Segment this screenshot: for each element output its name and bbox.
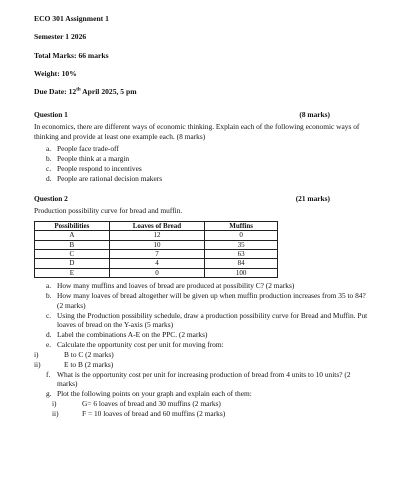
- table-header-cell: Possibilities: [35, 221, 110, 230]
- table-row: [35, 268, 278, 277]
- table-row: [35, 249, 278, 258]
- table-cell: 63: [205, 249, 278, 258]
- table-cell: 12: [109, 231, 205, 240]
- table-header-row: [35, 221, 278, 230]
- table-cell: 84: [205, 259, 278, 268]
- question-1-title: Question 1: [34, 109, 68, 119]
- table-cell: A: [35, 231, 110, 240]
- list-marker: a.: [46, 281, 52, 291]
- list-text: Label the combinations A-E on the PPC. (2 marks): [57, 329, 208, 339]
- table-cell: 100: [205, 268, 278, 277]
- table-cell: 4: [109, 259, 205, 268]
- question-1-list: [46, 144, 372, 183]
- list-text: G= 6 loaves of bread and 30 muffins (2 marks): [82, 399, 221, 409]
- table-cell: 35: [205, 240, 278, 249]
- list-marker: d.: [46, 174, 52, 184]
- list-text: People are rational decision makers: [57, 174, 163, 184]
- question-2-list: [34, 281, 372, 419]
- list-marker: g.: [46, 389, 52, 399]
- question-2-text: Production possibility curve for bread and muffin.: [34, 206, 183, 216]
- list-item: [46, 154, 372, 163]
- question-1-text: In economics, there are different ways of economic thinking. Explain each of the following economic ways of thinking and provide at least one example each. (8 marks): [34, 122, 360, 141]
- table-cell: B: [35, 240, 110, 249]
- list-text: B to C (2 marks): [64, 349, 114, 359]
- due-date-prefix: Due Date: 12: [34, 87, 77, 97]
- list-item: [46, 311, 372, 330]
- table-row: [35, 259, 278, 268]
- table-header-cell: Muffins: [205, 221, 278, 230]
- list-item: [46, 330, 372, 339]
- production-possibility-table: [34, 221, 278, 278]
- total-marks: Total Marks: 66 marks: [34, 50, 109, 60]
- list-text: E to B (2 marks): [64, 359, 114, 369]
- table-row: [35, 240, 278, 249]
- table-row: [35, 231, 278, 240]
- due-date-suffix-sup: th: [76, 87, 81, 93]
- weight: Weight: 10%: [34, 68, 77, 78]
- list-item: [46, 164, 372, 173]
- list-item: [46, 370, 372, 389]
- list-marker: b.: [46, 154, 52, 164]
- list-text: What is the opportunity cost per unit for increasing production of bread from 4 units to 10 units? (2 marks): [57, 369, 351, 389]
- table-cell: 10: [109, 240, 205, 249]
- list-text: People respond to incentives: [57, 164, 142, 174]
- table-cell: 0: [109, 268, 205, 277]
- question-1-marks: (8 marks): [299, 109, 330, 119]
- list-text: People face trade-off: [57, 144, 119, 154]
- list-item: [46, 174, 372, 183]
- table-cell: E: [35, 268, 110, 277]
- list-marker: b.: [46, 291, 52, 301]
- list-text: People think at a margin: [57, 154, 130, 164]
- list-marker: a.: [46, 144, 52, 154]
- list-item: [46, 340, 372, 349]
- question-2-marks: (21 marks): [295, 193, 330, 203]
- list-text: How many muffins and loaves of bread are produced at possibility C? (2 marks): [57, 281, 295, 291]
- table-cell: D: [35, 259, 110, 268]
- list-item: [46, 291, 372, 310]
- list-marker: ii): [52, 409, 59, 419]
- list-item: [46, 144, 372, 153]
- semester: Semester 1 2026: [34, 32, 87, 42]
- sub-list-item: [34, 350, 372, 359]
- list-text: How many loaves of bread altogether will be given up when muffin production increases from 35 to 84? (2 marks): [57, 291, 366, 310]
- list-marker: i): [34, 349, 39, 359]
- list-item: [46, 389, 372, 398]
- sub-list-item: [34, 360, 372, 369]
- list-marker: c.: [46, 164, 52, 174]
- list-marker: d.: [46, 329, 52, 339]
- list-marker: i): [52, 399, 57, 409]
- list-marker: f.: [46, 369, 51, 379]
- question-1-heading: [34, 110, 372, 119]
- sub-list-item: [52, 399, 372, 408]
- due-date-suffix: April 2025, 5 pm: [80, 87, 137, 97]
- table-header-cell: Loaves of Bread: [109, 221, 205, 230]
- table-cell: C: [35, 249, 110, 258]
- question-2-heading: [34, 194, 372, 203]
- list-item: [46, 281, 372, 290]
- list-text: F = 10 loaves of bread and 60 muffins (2 marks): [82, 409, 226, 419]
- list-text: Calculate the opportunity cost per unit for moving from:: [57, 339, 224, 349]
- sub-list-item: [52, 409, 372, 418]
- list-text: Using the Production possibility schedule, draw a production possibility curve for Bread and Muffin. Put loaves of bread on the Y-axis (5 marks): [57, 310, 368, 329]
- due-date: [34, 87, 372, 97]
- list-marker: c.: [46, 310, 52, 320]
- table-cell: 7: [109, 249, 205, 258]
- list-marker: e.: [46, 339, 52, 349]
- question-2-title: Question 2: [34, 193, 68, 203]
- table-cell: 0: [205, 231, 278, 240]
- list-marker: ii): [34, 359, 41, 369]
- list-text: Plot the following points on your graph and explain each of them:: [57, 389, 252, 399]
- course-title: ECO 301 Assignment 1: [34, 14, 109, 23]
